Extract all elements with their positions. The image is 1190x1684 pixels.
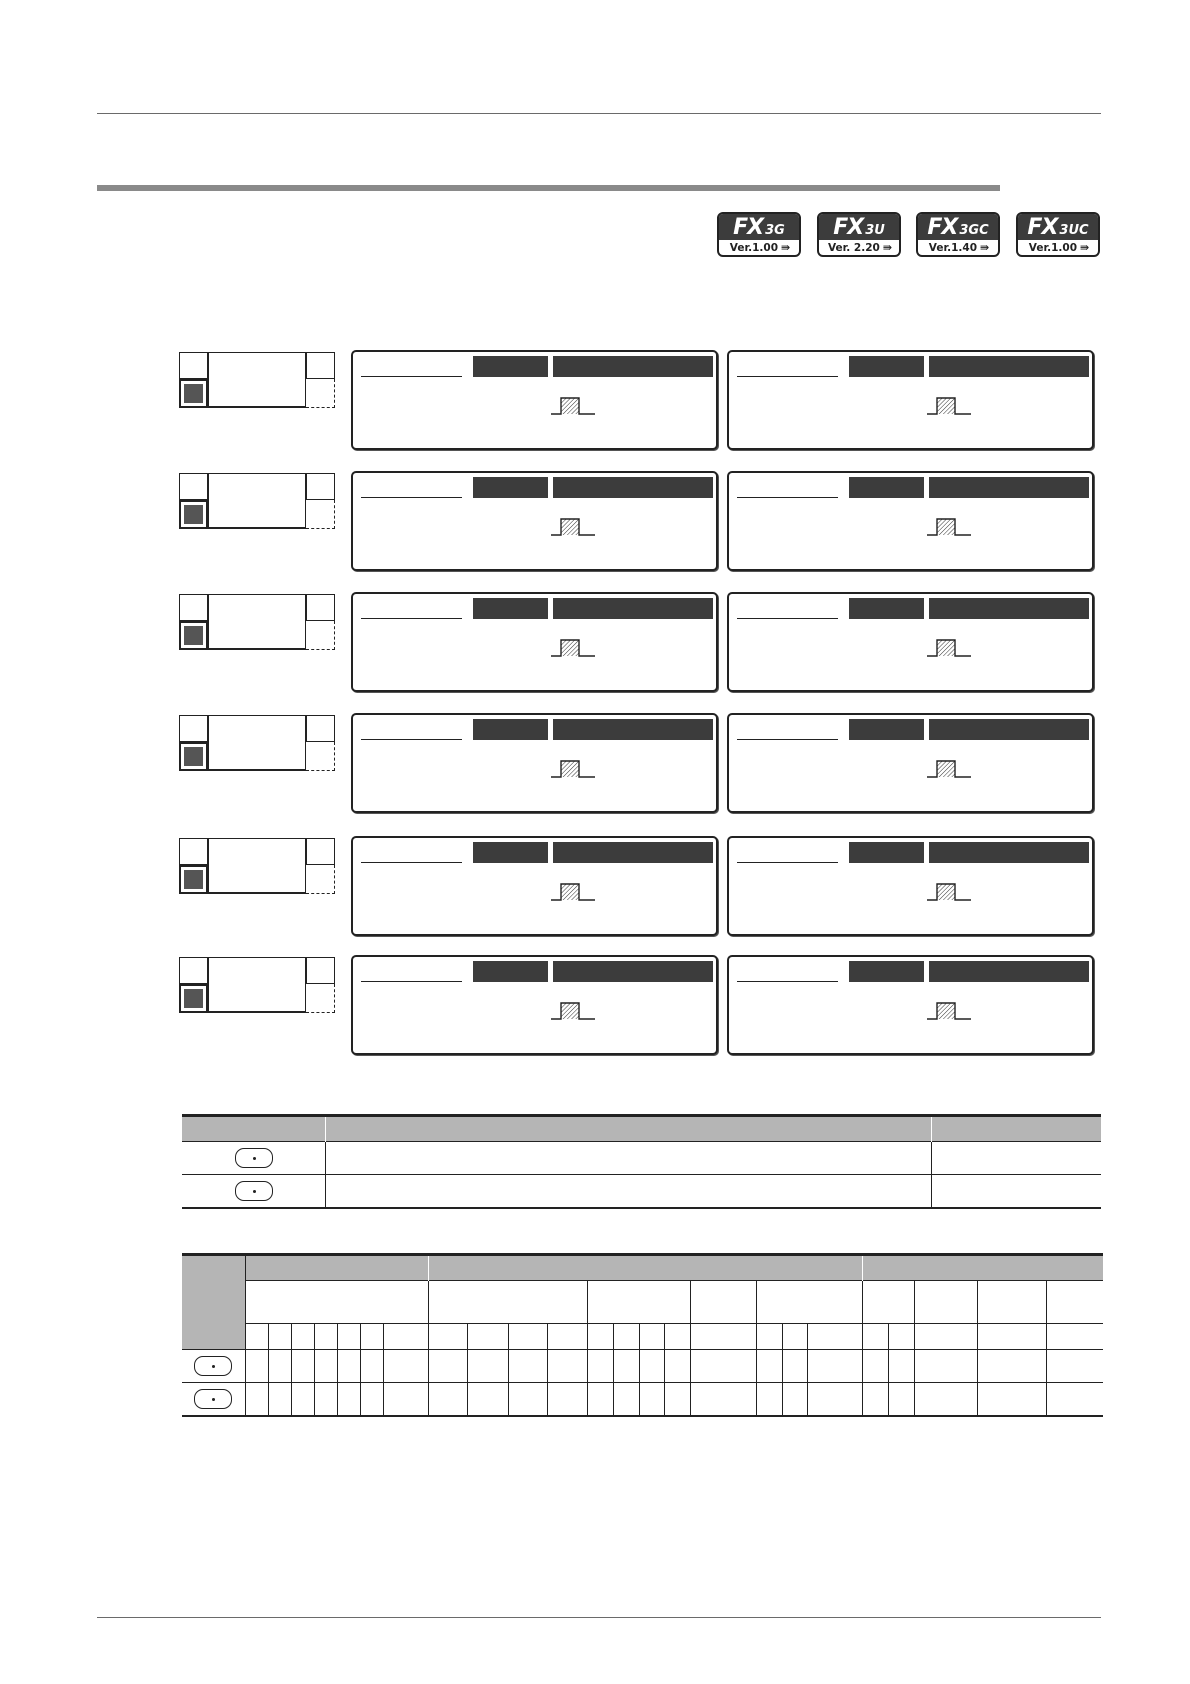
instruction-card-left: [351, 955, 718, 1055]
badge-model: [918, 214, 998, 240]
instruction-card-right: [727, 955, 1094, 1055]
arrow-right-icon: ⇛: [882, 241, 891, 254]
rising-pulse-icon: [927, 1001, 971, 1021]
arrow-right-icon: ⇛: [1080, 241, 1088, 254]
operand-col-header: [182, 1116, 326, 1142]
badge-model: [719, 214, 799, 240]
badge-prefix: FX: [733, 214, 764, 240]
instruction-card-left: [351, 471, 718, 571]
rising-pulse-icon: [551, 396, 595, 416]
series-badge-3gc: [916, 212, 1000, 257]
others-header: [862, 1255, 1103, 1281]
operand-table-header: [182, 1116, 1101, 1142]
word-devices-header: [428, 1255, 862, 1281]
device-table-group-header: [182, 1255, 1103, 1281]
badge-version: Ver.1.00 ⇛: [729, 241, 789, 254]
instruction-card-right: [727, 592, 1094, 692]
instruction-symbol: [179, 594, 339, 656]
badge-version: Ver.1.40 ⇛: [928, 241, 988, 254]
instruction-card-left: [351, 713, 718, 813]
table-row: [182, 1350, 1103, 1383]
rising-pulse-icon: [551, 882, 595, 902]
footer-rule: [97, 1617, 1101, 1618]
rising-pulse-icon: [927, 882, 971, 902]
rising-pulse-icon: [551, 1001, 595, 1021]
header-rule: [97, 113, 1101, 114]
instruction-card-left: [351, 836, 718, 936]
table-row: [182, 1383, 1103, 1417]
table-row: [182, 1175, 1101, 1209]
rising-pulse-icon: [927, 517, 971, 537]
instruction-card-left: [351, 350, 718, 450]
badge-prefix: FX: [1027, 214, 1058, 240]
operand-type-header: [182, 1255, 245, 1350]
type-col-header: [932, 1116, 1102, 1142]
badge-series: 3G: [765, 222, 785, 238]
badge-prefix: FX: [833, 214, 864, 240]
rising-pulse-icon: [927, 638, 971, 658]
badge-model: [819, 214, 899, 240]
badge-version: Ver.1.00 ⇛: [1028, 241, 1088, 254]
series-badge-3g: [717, 212, 801, 257]
operand-pill-icon: [194, 1389, 232, 1409]
rising-pulse-icon: [551, 638, 595, 658]
operand-pill-icon: [235, 1148, 273, 1168]
badge-model: [1018, 214, 1098, 240]
series-badge-3uc: [1016, 212, 1100, 257]
arrow-right-icon: ⇛: [781, 241, 789, 254]
table-row: [182, 1142, 1101, 1175]
rising-pulse-icon: [551, 517, 595, 537]
badge-series: 3U: [865, 222, 885, 238]
device-table-device-header: [182, 1324, 1103, 1350]
rising-pulse-icon: [927, 759, 971, 779]
section-title-bar: [97, 185, 1000, 191]
instruction-symbol: [179, 473, 339, 535]
instruction-symbol: [179, 715, 339, 777]
badge-prefix: FX: [927, 214, 958, 240]
instruction-card-left: [351, 592, 718, 692]
bit-devices-header: [245, 1255, 428, 1281]
operand-table: [182, 1114, 1101, 1209]
instruction-symbol: [179, 957, 339, 1019]
description-col-header: [326, 1116, 932, 1142]
device-table: [182, 1253, 1103, 1417]
arrow-right-icon: ⇛: [980, 241, 988, 254]
badge-series: 3UC: [1059, 222, 1089, 238]
series-badge-3u: [817, 212, 901, 257]
badge-version: Ver. 2.20 ⇛: [827, 241, 891, 254]
rising-pulse-icon: [927, 396, 971, 416]
instruction-card-right: [727, 350, 1094, 450]
badge-series: 3GC: [959, 222, 989, 238]
device-table-subheader: [182, 1281, 1103, 1324]
instruction-card-right: [727, 471, 1094, 571]
instruction-symbol: [179, 352, 339, 414]
operand-pill-icon: [235, 1181, 273, 1201]
instruction-card-right: [727, 836, 1094, 936]
instruction-symbol: [179, 838, 339, 900]
rising-pulse-icon: [551, 759, 595, 779]
operand-pill-icon: [194, 1356, 232, 1376]
instruction-card-right: [727, 713, 1094, 813]
